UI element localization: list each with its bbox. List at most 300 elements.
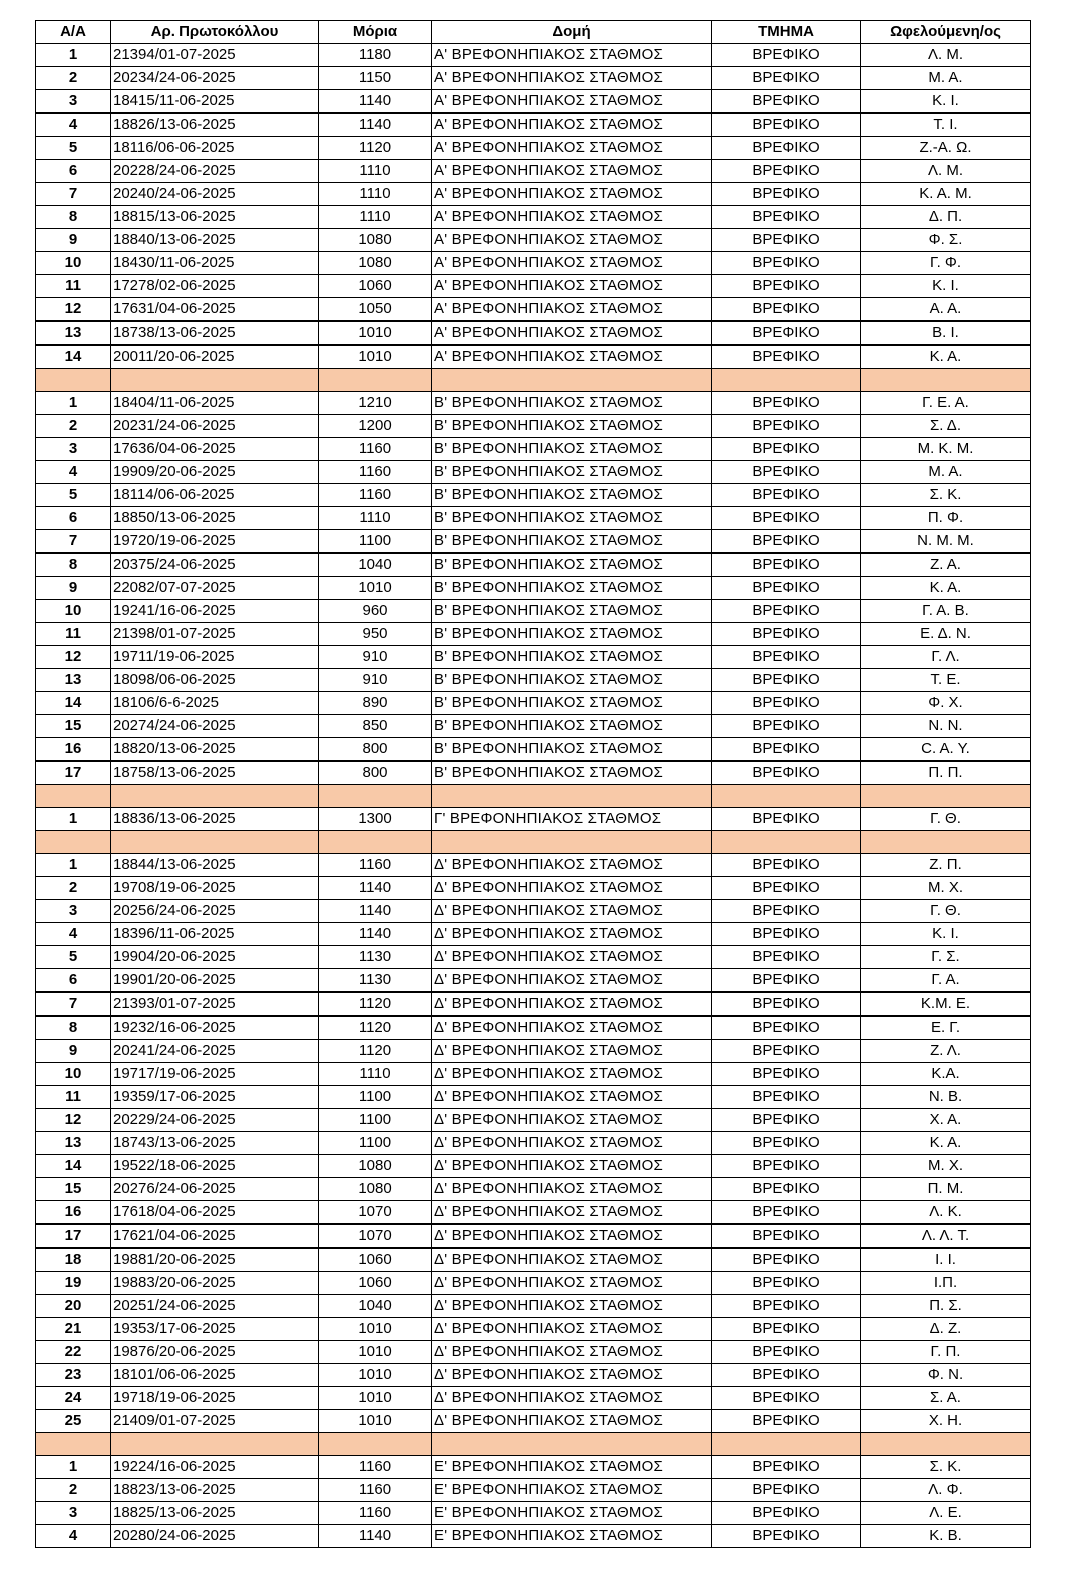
- cell-points: 1160: [319, 461, 432, 484]
- cell-beneficiary: Δ. Ζ.: [861, 1318, 1031, 1341]
- cell-structure: Δ' ΒΡΕΦΟΝΗΠΙΑΚΟΣ ΣΤΑΘΜΟΣ: [432, 923, 712, 946]
- cell-beneficiary: Γ. Ε. Α.: [861, 392, 1031, 415]
- cell-department: ΒΡΕΦΙΚΟ: [712, 1479, 861, 1502]
- cell-protocol: 19883/20-06-2025: [111, 1272, 319, 1295]
- cell-structure: Ε' ΒΡΕΦΟΝΗΠΙΑΚΟΣ ΣΤΑΘΜΟΣ: [432, 1479, 712, 1502]
- group-separator-row: [36, 369, 1031, 392]
- cell-protocol: 19876/20-06-2025: [111, 1341, 319, 1364]
- table-row: [36, 252, 1031, 275]
- cell-department: ΒΡΕΦΙΚΟ: [712, 623, 861, 646]
- cell-aa: 9: [36, 1040, 111, 1063]
- table-row: [36, 1272, 1031, 1295]
- cell-protocol: 20276/24-06-2025: [111, 1178, 319, 1201]
- cell-points: 1210: [319, 392, 432, 415]
- cell-aa: 3: [36, 1502, 111, 1525]
- cell-structure: Α' ΒΡΕΦΟΝΗΠΙΑΚΟΣ ΣΤΑΘΜΟΣ: [432, 252, 712, 275]
- cell-points: 1140: [319, 900, 432, 923]
- cell-points: 1010: [319, 1387, 432, 1410]
- cell-beneficiary: Ι. Ι.: [861, 1248, 1031, 1272]
- cell-structure: Ε' ΒΡΕΦΟΝΗΠΙΑΚΟΣ ΣΤΑΘΜΟΣ: [432, 1502, 712, 1525]
- cell-structure: Β' ΒΡΕΦΟΝΗΠΙΑΚΟΣ ΣΤΑΘΜΟΣ: [432, 553, 712, 577]
- cell-structure: Δ' ΒΡΕΦΟΝΗΠΙΑΚΟΣ ΣΤΑΘΜΟΣ: [432, 969, 712, 993]
- cell-structure: Δ' ΒΡΕΦΟΝΗΠΙΑΚΟΣ ΣΤΑΘΜΟΣ: [432, 1040, 712, 1063]
- cell-department: ΒΡΕΦΙΚΟ: [712, 1201, 861, 1225]
- cell-aa: 6: [36, 507, 111, 530]
- cell-points: 1140: [319, 90, 432, 114]
- cell-department: ΒΡΕΦΙΚΟ: [712, 692, 861, 715]
- table-row: [36, 90, 1031, 114]
- cell-points: 1060: [319, 1248, 432, 1272]
- cell-structure: Β' ΒΡΕΦΟΝΗΠΙΑΚΟΣ ΣΤΑΘΜΟΣ: [432, 692, 712, 715]
- cell-beneficiary: Λ. Ε.: [861, 1502, 1031, 1525]
- cell-protocol: 21393/01-07-2025: [111, 992, 319, 1016]
- cell-beneficiary: C. A. Y.: [861, 738, 1031, 762]
- cell-department: ΒΡΕΦΙΚΟ: [712, 646, 861, 669]
- cell-department: ΒΡΕΦΙΚΟ: [712, 229, 861, 252]
- cell-department: ΒΡΕΦΙΚΟ: [712, 252, 861, 275]
- cell-department: ΒΡΕΦΙΚΟ: [712, 946, 861, 969]
- table-row: [36, 1155, 1031, 1178]
- cell-protocol: 19708/19-06-2025: [111, 877, 319, 900]
- cell-department: ΒΡΕΦΙΚΟ: [712, 1525, 861, 1548]
- cell-department: ΒΡΕΦΙΚΟ: [712, 854, 861, 877]
- table-row: [36, 1109, 1031, 1132]
- table-row: [36, 392, 1031, 415]
- table-body: [36, 44, 1031, 1548]
- cell-aa: 17: [36, 1224, 111, 1248]
- separator-cell: [861, 785, 1031, 808]
- cell-structure: Δ' ΒΡΕΦΟΝΗΠΙΑΚΟΣ ΣΤΑΘΜΟΣ: [432, 877, 712, 900]
- table-row: [36, 1525, 1031, 1548]
- table-row: [36, 1063, 1031, 1086]
- table-row: [36, 600, 1031, 623]
- cell-beneficiary: Π. Π.: [861, 761, 1031, 785]
- table-row: [36, 1201, 1031, 1225]
- separator-cell: [111, 1433, 319, 1456]
- cell-points: 910: [319, 646, 432, 669]
- cell-beneficiary: Α. Α.: [861, 298, 1031, 322]
- cell-protocol: 21394/01-07-2025: [111, 44, 319, 67]
- cell-beneficiary: Π. Μ.: [861, 1178, 1031, 1201]
- cell-department: ΒΡΕΦΙΚΟ: [712, 738, 861, 762]
- cell-aa: 2: [36, 877, 111, 900]
- cell-structure: Δ' ΒΡΕΦΟΝΗΠΙΑΚΟΣ ΣΤΑΘΜΟΣ: [432, 1295, 712, 1318]
- cell-department: ΒΡΕΦΙΚΟ: [712, 992, 861, 1016]
- cell-department: ΒΡΕΦΙΚΟ: [712, 67, 861, 90]
- cell-structure: Β' ΒΡΕΦΟΝΗΠΙΑΚΟΣ ΣΤΑΘΜΟΣ: [432, 484, 712, 507]
- cell-protocol: 18823/13-06-2025: [111, 1479, 319, 1502]
- cell-department: ΒΡΕΦΙΚΟ: [712, 507, 861, 530]
- cell-department: ΒΡΕΦΙΚΟ: [712, 461, 861, 484]
- cell-beneficiary: Γ. Θ.: [861, 900, 1031, 923]
- cell-aa: 2: [36, 1479, 111, 1502]
- separator-cell: [712, 831, 861, 854]
- enrollment-table: [35, 20, 1031, 1548]
- cell-protocol: 22082/07-07-2025: [111, 577, 319, 600]
- cell-structure: Α' ΒΡΕΦΟΝΗΠΙΑΚΟΣ ΣΤΑΘΜΟΣ: [432, 113, 712, 137]
- cell-structure: Δ' ΒΡΕΦΟΝΗΠΙΑΚΟΣ ΣΤΑΘΜΟΣ: [432, 1318, 712, 1341]
- separator-cell: [319, 831, 432, 854]
- header-structure: Δομή: [432, 21, 712, 44]
- cell-protocol: 18404/11-06-2025: [111, 392, 319, 415]
- cell-points: 1120: [319, 1040, 432, 1063]
- cell-protocol: 20240/24-06-2025: [111, 183, 319, 206]
- table-row: [36, 1456, 1031, 1479]
- cell-points: 1080: [319, 1178, 432, 1201]
- cell-department: ΒΡΕΦΙΚΟ: [712, 715, 861, 738]
- cell-aa: 18: [36, 1248, 111, 1272]
- cell-beneficiary: Μ. Α.: [861, 461, 1031, 484]
- cell-points: 1010: [319, 321, 432, 345]
- enrollment-sheet: [35, 20, 1031, 1548]
- cell-department: ΒΡΕΦΙΚΟ: [712, 1132, 861, 1155]
- cell-points: 1140: [319, 923, 432, 946]
- cell-points: 1110: [319, 1063, 432, 1086]
- cell-aa: 16: [36, 738, 111, 762]
- cell-aa: 10: [36, 600, 111, 623]
- cell-structure: Δ' ΒΡΕΦΟΝΗΠΙΑΚΟΣ ΣΤΑΘΜΟΣ: [432, 1132, 712, 1155]
- cell-aa: 12: [36, 646, 111, 669]
- cell-beneficiary: Λ. Μ.: [861, 44, 1031, 67]
- cell-structure: Β' ΒΡΕΦΟΝΗΠΙΑΚΟΣ ΣΤΑΘΜΟΣ: [432, 415, 712, 438]
- cell-aa: 6: [36, 969, 111, 993]
- cell-aa: 4: [36, 923, 111, 946]
- cell-protocol: 19232/16-06-2025: [111, 1016, 319, 1040]
- cell-aa: 4: [36, 113, 111, 137]
- cell-points: 1100: [319, 1086, 432, 1109]
- cell-protocol: 18844/13-06-2025: [111, 854, 319, 877]
- cell-department: ΒΡΕΦΙΚΟ: [712, 600, 861, 623]
- cell-aa: 9: [36, 229, 111, 252]
- cell-beneficiary: Ι.Π.: [861, 1272, 1031, 1295]
- cell-beneficiary: Λ. Φ.: [861, 1479, 1031, 1502]
- cell-beneficiary: Μ. Χ.: [861, 1155, 1031, 1178]
- cell-structure: Α' ΒΡΕΦΟΝΗΠΙΑΚΟΣ ΣΤΑΘΜΟΣ: [432, 67, 712, 90]
- cell-department: ΒΡΕΦΙΚΟ: [712, 1178, 861, 1201]
- cell-protocol: 18825/13-06-2025: [111, 1502, 319, 1525]
- table-row: [36, 1410, 1031, 1433]
- cell-beneficiary: Ζ. Α.: [861, 553, 1031, 577]
- cell-aa: 23: [36, 1364, 111, 1387]
- cell-points: 1080: [319, 1155, 432, 1178]
- cell-protocol: 19901/20-06-2025: [111, 969, 319, 993]
- cell-department: ΒΡΕΦΙΚΟ: [712, 160, 861, 183]
- table-row: [36, 1295, 1031, 1318]
- cell-beneficiary: Λ. Λ. Τ.: [861, 1224, 1031, 1248]
- header-beneficiary: Ωφελούμενη/ος: [861, 21, 1031, 44]
- header-aa: Α/Α: [36, 21, 111, 44]
- cell-beneficiary: Κ. Α.: [861, 345, 1031, 369]
- separator-cell: [36, 785, 111, 808]
- separator-cell: [111, 369, 319, 392]
- cell-points: 1160: [319, 1456, 432, 1479]
- cell-protocol: 19881/20-06-2025: [111, 1248, 319, 1272]
- cell-department: ΒΡΕΦΙΚΟ: [712, 1109, 861, 1132]
- cell-aa: 13: [36, 321, 111, 345]
- header-department: ΤΜΗΜΑ: [712, 21, 861, 44]
- cell-structure: Β' ΒΡΕΦΟΝΗΠΙΑΚΟΣ ΣΤΑΘΜΟΣ: [432, 761, 712, 785]
- cell-aa: 14: [36, 692, 111, 715]
- table-row: [36, 229, 1031, 252]
- cell-points: 1010: [319, 1410, 432, 1433]
- cell-aa: 1: [36, 1456, 111, 1479]
- cell-points: 1140: [319, 113, 432, 137]
- cell-protocol: 18815/13-06-2025: [111, 206, 319, 229]
- cell-protocol: 20241/24-06-2025: [111, 1040, 319, 1063]
- cell-points: 1010: [319, 577, 432, 600]
- cell-beneficiary: Κ.Α.: [861, 1063, 1031, 1086]
- cell-aa: 14: [36, 1155, 111, 1178]
- table-row: [36, 877, 1031, 900]
- cell-aa: 10: [36, 252, 111, 275]
- cell-aa: 9: [36, 577, 111, 600]
- cell-department: ΒΡΕΦΙΚΟ: [712, 1502, 861, 1525]
- cell-points: 1110: [319, 160, 432, 183]
- cell-beneficiary: Κ. Α.: [861, 577, 1031, 600]
- cell-points: 1160: [319, 438, 432, 461]
- separator-cell: [712, 785, 861, 808]
- table-row: [36, 530, 1031, 554]
- cell-points: 950: [319, 623, 432, 646]
- table-row: [36, 44, 1031, 67]
- cell-aa: 1: [36, 808, 111, 831]
- cell-structure: Α' ΒΡΕΦΟΝΗΠΙΑΚΟΣ ΣΤΑΘΜΟΣ: [432, 183, 712, 206]
- cell-department: ΒΡΕΦΙΚΟ: [712, 577, 861, 600]
- cell-aa: 1: [36, 392, 111, 415]
- table-row: [36, 577, 1031, 600]
- cell-points: 800: [319, 761, 432, 785]
- cell-department: ΒΡΕΦΙΚΟ: [712, 1272, 861, 1295]
- cell-points: 1100: [319, 1109, 432, 1132]
- cell-protocol: 17618/04-06-2025: [111, 1201, 319, 1225]
- cell-aa: 17: [36, 761, 111, 785]
- cell-structure: Δ' ΒΡΕΦΟΝΗΠΙΑΚΟΣ ΣΤΑΘΜΟΣ: [432, 1387, 712, 1410]
- cell-protocol: 18415/11-06-2025: [111, 90, 319, 114]
- cell-protocol: 18114/06-06-2025: [111, 484, 319, 507]
- cell-beneficiary: Γ. Θ.: [861, 808, 1031, 831]
- cell-department: ΒΡΕΦΙΚΟ: [712, 90, 861, 114]
- cell-department: ΒΡΕΦΙΚΟ: [712, 1410, 861, 1433]
- table-row: [36, 438, 1031, 461]
- cell-department: ΒΡΕΦΙΚΟ: [712, 1318, 861, 1341]
- cell-protocol: 17621/04-06-2025: [111, 1224, 319, 1248]
- cell-beneficiary: Γ. Φ.: [861, 252, 1031, 275]
- cell-department: ΒΡΕΦΙΚΟ: [712, 1364, 861, 1387]
- cell-points: 1010: [319, 1318, 432, 1341]
- separator-cell: [861, 831, 1031, 854]
- cell-beneficiary: Ν. Μ. Μ.: [861, 530, 1031, 554]
- cell-protocol: 20229/24-06-2025: [111, 1109, 319, 1132]
- cell-aa: 10: [36, 1063, 111, 1086]
- cell-department: ΒΡΕΦΙΚΟ: [712, 275, 861, 298]
- cell-beneficiary: Ζ.-Α. Ω.: [861, 137, 1031, 160]
- cell-protocol: 19909/20-06-2025: [111, 461, 319, 484]
- cell-protocol: 18396/11-06-2025: [111, 923, 319, 946]
- cell-protocol: 19718/19-06-2025: [111, 1387, 319, 1410]
- cell-structure: Β' ΒΡΕΦΟΝΗΠΙΑΚΟΣ ΣΤΑΘΜΟΣ: [432, 623, 712, 646]
- cell-aa: 8: [36, 553, 111, 577]
- cell-structure: Δ' ΒΡΕΦΟΝΗΠΙΑΚΟΣ ΣΤΑΘΜΟΣ: [432, 992, 712, 1016]
- cell-points: 1160: [319, 1479, 432, 1502]
- cell-structure: Β' ΒΡΕΦΟΝΗΠΙΑΚΟΣ ΣΤΑΘΜΟΣ: [432, 715, 712, 738]
- cell-structure: Δ' ΒΡΕΦΟΝΗΠΙΑΚΟΣ ΣΤΑΘΜΟΣ: [432, 1109, 712, 1132]
- cell-aa: 15: [36, 715, 111, 738]
- cell-structure: Β' ΒΡΕΦΟΝΗΠΙΑΚΟΣ ΣΤΑΘΜΟΣ: [432, 577, 712, 600]
- cell-protocol: 19353/17-06-2025: [111, 1318, 319, 1341]
- cell-aa: 3: [36, 900, 111, 923]
- cell-structure: Β' ΒΡΕΦΟΝΗΠΙΑΚΟΣ ΣΤΑΘΜΟΣ: [432, 392, 712, 415]
- cell-points: 1080: [319, 229, 432, 252]
- table-row: [36, 113, 1031, 137]
- cell-points: 850: [319, 715, 432, 738]
- cell-aa: 19: [36, 1272, 111, 1295]
- cell-beneficiary: Ν. Ν.: [861, 715, 1031, 738]
- cell-beneficiary: Κ.Μ. Ε.: [861, 992, 1031, 1016]
- cell-aa: 25: [36, 1410, 111, 1433]
- cell-structure: Ε' ΒΡΕΦΟΝΗΠΙΑΚΟΣ ΣΤΑΘΜΟΣ: [432, 1525, 712, 1548]
- cell-structure: Δ' ΒΡΕΦΟΝΗΠΙΑΚΟΣ ΣΤΑΘΜΟΣ: [432, 1224, 712, 1248]
- cell-points: 1140: [319, 877, 432, 900]
- cell-department: ΒΡΕΦΙΚΟ: [712, 877, 861, 900]
- cell-points: 1130: [319, 969, 432, 993]
- table-row: [36, 1040, 1031, 1063]
- cell-points: 1080: [319, 252, 432, 275]
- table-row: [36, 67, 1031, 90]
- cell-structure: Ε' ΒΡΕΦΟΝΗΠΙΑΚΟΣ ΣΤΑΘΜΟΣ: [432, 1456, 712, 1479]
- cell-beneficiary: Μ. Α.: [861, 67, 1031, 90]
- cell-points: 1070: [319, 1224, 432, 1248]
- cell-aa: 2: [36, 415, 111, 438]
- cell-protocol: 20011/20-06-2025: [111, 345, 319, 369]
- cell-protocol: 20274/24-06-2025: [111, 715, 319, 738]
- cell-beneficiary: Σ. Κ.: [861, 1456, 1031, 1479]
- cell-aa: 7: [36, 992, 111, 1016]
- cell-points: 1100: [319, 530, 432, 554]
- cell-protocol: 20234/24-06-2025: [111, 67, 319, 90]
- cell-structure: Β' ΒΡΕΦΟΝΗΠΙΑΚΟΣ ΣΤΑΘΜΟΣ: [432, 646, 712, 669]
- cell-department: ΒΡΕΦΙΚΟ: [712, 415, 861, 438]
- cell-points: 1070: [319, 1201, 432, 1225]
- table-row: [36, 461, 1031, 484]
- cell-aa: 4: [36, 461, 111, 484]
- cell-structure: Δ' ΒΡΕΦΟΝΗΠΙΑΚΟΣ ΣΤΑΘΜΟΣ: [432, 1178, 712, 1201]
- cell-points: 1140: [319, 1525, 432, 1548]
- cell-structure: Γ' ΒΡΕΦΟΝΗΠΙΑΚΟΣ ΣΤΑΘΜΟΣ: [432, 808, 712, 831]
- header-points: Μόρια: [319, 21, 432, 44]
- cell-protocol: 21409/01-07-2025: [111, 1410, 319, 1433]
- group-separator-row: [36, 831, 1031, 854]
- header-protocol: Αρ. Πρωτοκόλλου: [111, 21, 319, 44]
- cell-structure: Α' ΒΡΕΦΟΝΗΠΙΑΚΟΣ ΣΤΑΘΜΟΣ: [432, 206, 712, 229]
- table-row: [36, 1364, 1031, 1387]
- separator-cell: [432, 831, 712, 854]
- cell-department: ΒΡΕΦΙΚΟ: [712, 669, 861, 692]
- cell-beneficiary: Φ. Σ.: [861, 229, 1031, 252]
- cell-structure: Β' ΒΡΕΦΟΝΗΠΙΑΚΟΣ ΣΤΑΘΜΟΣ: [432, 438, 712, 461]
- cell-points: 1300: [319, 808, 432, 831]
- cell-beneficiary: Δ. Π.: [861, 206, 1031, 229]
- cell-department: ΒΡΕΦΙΚΟ: [712, 1248, 861, 1272]
- cell-protocol: 19359/17-06-2025: [111, 1086, 319, 1109]
- cell-beneficiary: Γ. Α.: [861, 969, 1031, 993]
- separator-cell: [319, 369, 432, 392]
- cell-aa: 1: [36, 44, 111, 67]
- separator-cell: [36, 831, 111, 854]
- cell-aa: 3: [36, 90, 111, 114]
- group-separator-row: [36, 1433, 1031, 1456]
- cell-points: 1120: [319, 992, 432, 1016]
- cell-beneficiary: Ν. Β.: [861, 1086, 1031, 1109]
- table-row: [36, 669, 1031, 692]
- cell-beneficiary: Φ. Χ.: [861, 692, 1031, 715]
- cell-protocol: 19522/18-06-2025: [111, 1155, 319, 1178]
- cell-beneficiary: Κ. Ι.: [861, 923, 1031, 946]
- cell-beneficiary: Χ. Η.: [861, 1410, 1031, 1433]
- table-row: [36, 183, 1031, 206]
- table-row: [36, 415, 1031, 438]
- table-row: [36, 969, 1031, 993]
- cell-points: 1150: [319, 67, 432, 90]
- cell-points: 1050: [319, 298, 432, 322]
- cell-department: ΒΡΕΦΙΚΟ: [712, 553, 861, 577]
- separator-cell: [111, 831, 319, 854]
- cell-department: ΒΡΕΦΙΚΟ: [712, 1341, 861, 1364]
- cell-structure: Δ' ΒΡΕΦΟΝΗΠΙΑΚΟΣ ΣΤΑΘΜΟΣ: [432, 900, 712, 923]
- cell-aa: 5: [36, 137, 111, 160]
- cell-department: ΒΡΕΦΙΚΟ: [712, 321, 861, 345]
- separator-cell: [861, 1433, 1031, 1456]
- cell-structure: Β' ΒΡΕΦΟΝΗΠΙΑΚΟΣ ΣΤΑΘΜΟΣ: [432, 738, 712, 762]
- cell-beneficiary: Λ. Κ.: [861, 1201, 1031, 1225]
- table-row: [36, 854, 1031, 877]
- cell-points: 1010: [319, 1364, 432, 1387]
- cell-aa: 24: [36, 1387, 111, 1410]
- cell-protocol: 17631/04-06-2025: [111, 298, 319, 322]
- cell-department: ΒΡΕΦΙΚΟ: [712, 1086, 861, 1109]
- cell-beneficiary: Ε. Δ. Ν.: [861, 623, 1031, 646]
- table-row: [36, 1178, 1031, 1201]
- separator-cell: [712, 1433, 861, 1456]
- cell-structure: Β' ΒΡΕΦΟΝΗΠΙΑΚΟΣ ΣΤΑΘΜΟΣ: [432, 507, 712, 530]
- cell-department: ΒΡΕΦΙΚΟ: [712, 392, 861, 415]
- cell-department: ΒΡΕΦΙΚΟ: [712, 923, 861, 946]
- table-row: [36, 484, 1031, 507]
- cell-protocol: 18820/13-06-2025: [111, 738, 319, 762]
- cell-aa: 11: [36, 623, 111, 646]
- cell-department: ΒΡΕΦΙΚΟ: [712, 1456, 861, 1479]
- cell-structure: Δ' ΒΡΕΦΟΝΗΠΙΑΚΟΣ ΣΤΑΘΜΟΣ: [432, 1086, 712, 1109]
- cell-protocol: 18743/13-06-2025: [111, 1132, 319, 1155]
- cell-department: ΒΡΕΦΙΚΟ: [712, 206, 861, 229]
- table-row: [36, 275, 1031, 298]
- cell-protocol: 19717/19-06-2025: [111, 1063, 319, 1086]
- cell-points: 1200: [319, 415, 432, 438]
- cell-protocol: 18826/13-06-2025: [111, 113, 319, 137]
- table-row: [36, 923, 1031, 946]
- cell-department: ΒΡΕΦΙΚΟ: [712, 113, 861, 137]
- cell-protocol: 20231/24-06-2025: [111, 415, 319, 438]
- cell-structure: Δ' ΒΡΕΦΟΝΗΠΙΑΚΟΣ ΣΤΑΘΜΟΣ: [432, 1272, 712, 1295]
- table-row: [36, 761, 1031, 785]
- cell-structure: Α' ΒΡΕΦΟΝΗΠΙΑΚΟΣ ΣΤΑΘΜΟΣ: [432, 137, 712, 160]
- table-row: [36, 1479, 1031, 1502]
- cell-department: ΒΡΕΦΙΚΟ: [712, 484, 861, 507]
- cell-aa: 13: [36, 669, 111, 692]
- cell-aa: 16: [36, 1201, 111, 1225]
- cell-structure: Β' ΒΡΕΦΟΝΗΠΙΑΚΟΣ ΣΤΑΘΜΟΣ: [432, 461, 712, 484]
- cell-protocol: 18850/13-06-2025: [111, 507, 319, 530]
- cell-department: ΒΡΕΦΙΚΟ: [712, 298, 861, 322]
